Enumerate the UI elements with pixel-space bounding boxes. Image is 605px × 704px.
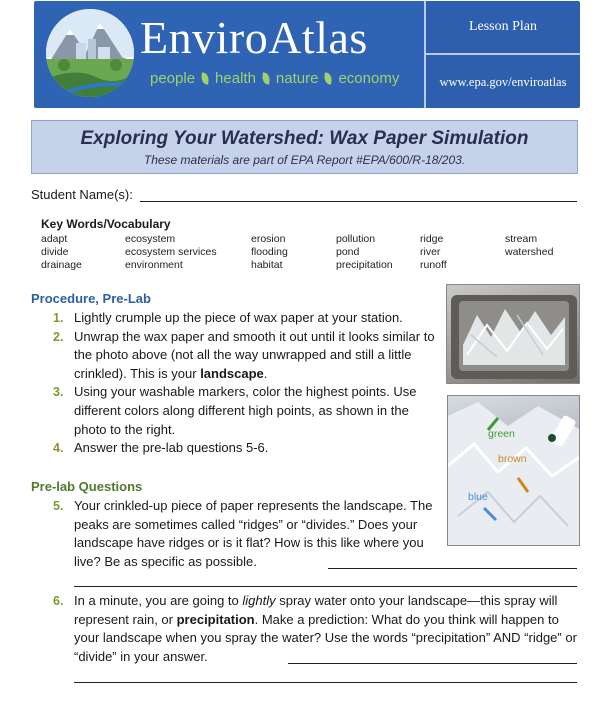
step-bold-term: landscape (200, 365, 264, 381)
tray-illustration (447, 285, 580, 384)
leaf-icon (200, 72, 210, 84)
question-number: 5. (53, 499, 64, 513)
step-text: Unwrap the wax paper and smooth it out until it looks similar to the photo above (not all the way unwrapped and still a little crinkled). This is your (74, 328, 435, 381)
answer-line-6b (74, 682, 577, 683)
vocab-word: pond (336, 246, 360, 258)
brand-panel (34, 1, 424, 108)
step-number: 1. (53, 311, 64, 325)
prelab-question-6 (53, 592, 581, 666)
question-text: In a minute, you are going to (74, 593, 243, 608)
brown-label: brown (498, 453, 527, 465)
step-number: 3. (53, 385, 64, 400)
enviroatlas-logo (46, 9, 134, 97)
doc-type: Lesson Plan (426, 1, 580, 55)
vocab-word: ridge (420, 233, 444, 245)
page-title: Exploring Your Watershed: Wax Paper Simulation (80, 128, 529, 149)
vocab-word: river (420, 246, 441, 258)
vocab-word: ecosystem (125, 233, 176, 245)
colored-ridges-photo (447, 395, 580, 546)
prelab-list-q5 (53, 497, 441, 571)
vocab-heading: Key Words/Vocabulary (41, 217, 171, 231)
student-name-line (140, 201, 577, 202)
step-text-after: . (263, 365, 268, 381)
vocab-word: watershed (505, 246, 554, 258)
website-url: www.epa.gov/enviroatlas (439, 75, 567, 89)
question-text: . Make a prediction: What do you think will happen to your landscape when you spray the water? Use the words “precipitation” AND “ridge” or “divide” in your answer. (74, 611, 577, 664)
vocab-word: adapt (41, 233, 68, 245)
prelab-heading: Pre-lab Questions (31, 479, 143, 494)
vocab-grid (41, 233, 581, 271)
vocab-word: runoff (420, 259, 447, 271)
header-banner (34, 1, 580, 108)
landscape-logo-icon (46, 9, 134, 97)
question-number: 6. (53, 594, 64, 608)
leaf-icon (261, 72, 271, 84)
tagline-nature: nature (275, 70, 319, 87)
step-number: 4. (53, 441, 64, 456)
vocab-word: erosion (251, 233, 286, 245)
vocab-word: drainage (41, 259, 82, 271)
blue-label: blue (468, 491, 488, 503)
question-text: Your crinkled-up piece of paper represents the landscape. The peaks are sometimes called “ridges” or “divides.” Does your landscape have ridges or is it flat? How is this like where you live? Be as specific as possible. (74, 498, 433, 569)
tagline-people: people (150, 70, 196, 87)
answer-line-5a (328, 568, 577, 569)
procedure-step (53, 439, 441, 458)
step-text: Using your washable markers, color the highest points. Use different colors along different high points, as shown in the photo to the right. (74, 384, 417, 437)
ridges-illustration (448, 396, 580, 546)
procedure-step (53, 328, 441, 384)
prelab-list-q6 (53, 592, 581, 666)
procedure-list (53, 309, 441, 458)
vocab-word: divide (41, 246, 69, 258)
vocab-word: pollution (336, 233, 376, 245)
procedure-step (53, 309, 441, 328)
vocab-word: habitat (251, 259, 283, 271)
vocab-word: flooding (251, 246, 288, 258)
wax-paper-tray-photo (446, 284, 580, 384)
side-panel (424, 1, 580, 108)
tagline (150, 70, 399, 87)
leaf-icon (324, 72, 334, 84)
vocab-word: stream (505, 233, 538, 245)
tagline-health: health (215, 70, 256, 87)
vocab-word: ecosystem services (125, 246, 217, 258)
tagline-economy: economy (338, 70, 400, 87)
prelab-question-5 (53, 497, 441, 571)
green-label: green (488, 428, 515, 440)
question-text: spray water onto your landscape—this spray will represent rain, or (74, 593, 558, 627)
vocab-word: environment (125, 259, 183, 271)
procedure-step (53, 383, 441, 439)
title-box (31, 120, 578, 174)
student-name-label: Student Name(s): (31, 187, 133, 202)
answer-line-5b (74, 586, 577, 587)
step-number: 2. (53, 329, 64, 344)
question-italic: lightly (242, 593, 276, 608)
question-bold-term: precipitation (176, 611, 255, 627)
brand-name: EnviroAtlas (140, 12, 368, 63)
vocab-word: precipitation (336, 259, 393, 271)
step-text: Answer the pre-lab questions 5-6. (74, 440, 269, 456)
step-text: Lightly crumple up the piece of wax paper at your station. (74, 310, 403, 325)
page-subtitle: These materials are part of EPA Report #EPA/600/R-18/203. (143, 153, 466, 167)
procedure-heading: Procedure, Pre-Lab (31, 291, 151, 306)
answer-line-6a (288, 663, 577, 664)
